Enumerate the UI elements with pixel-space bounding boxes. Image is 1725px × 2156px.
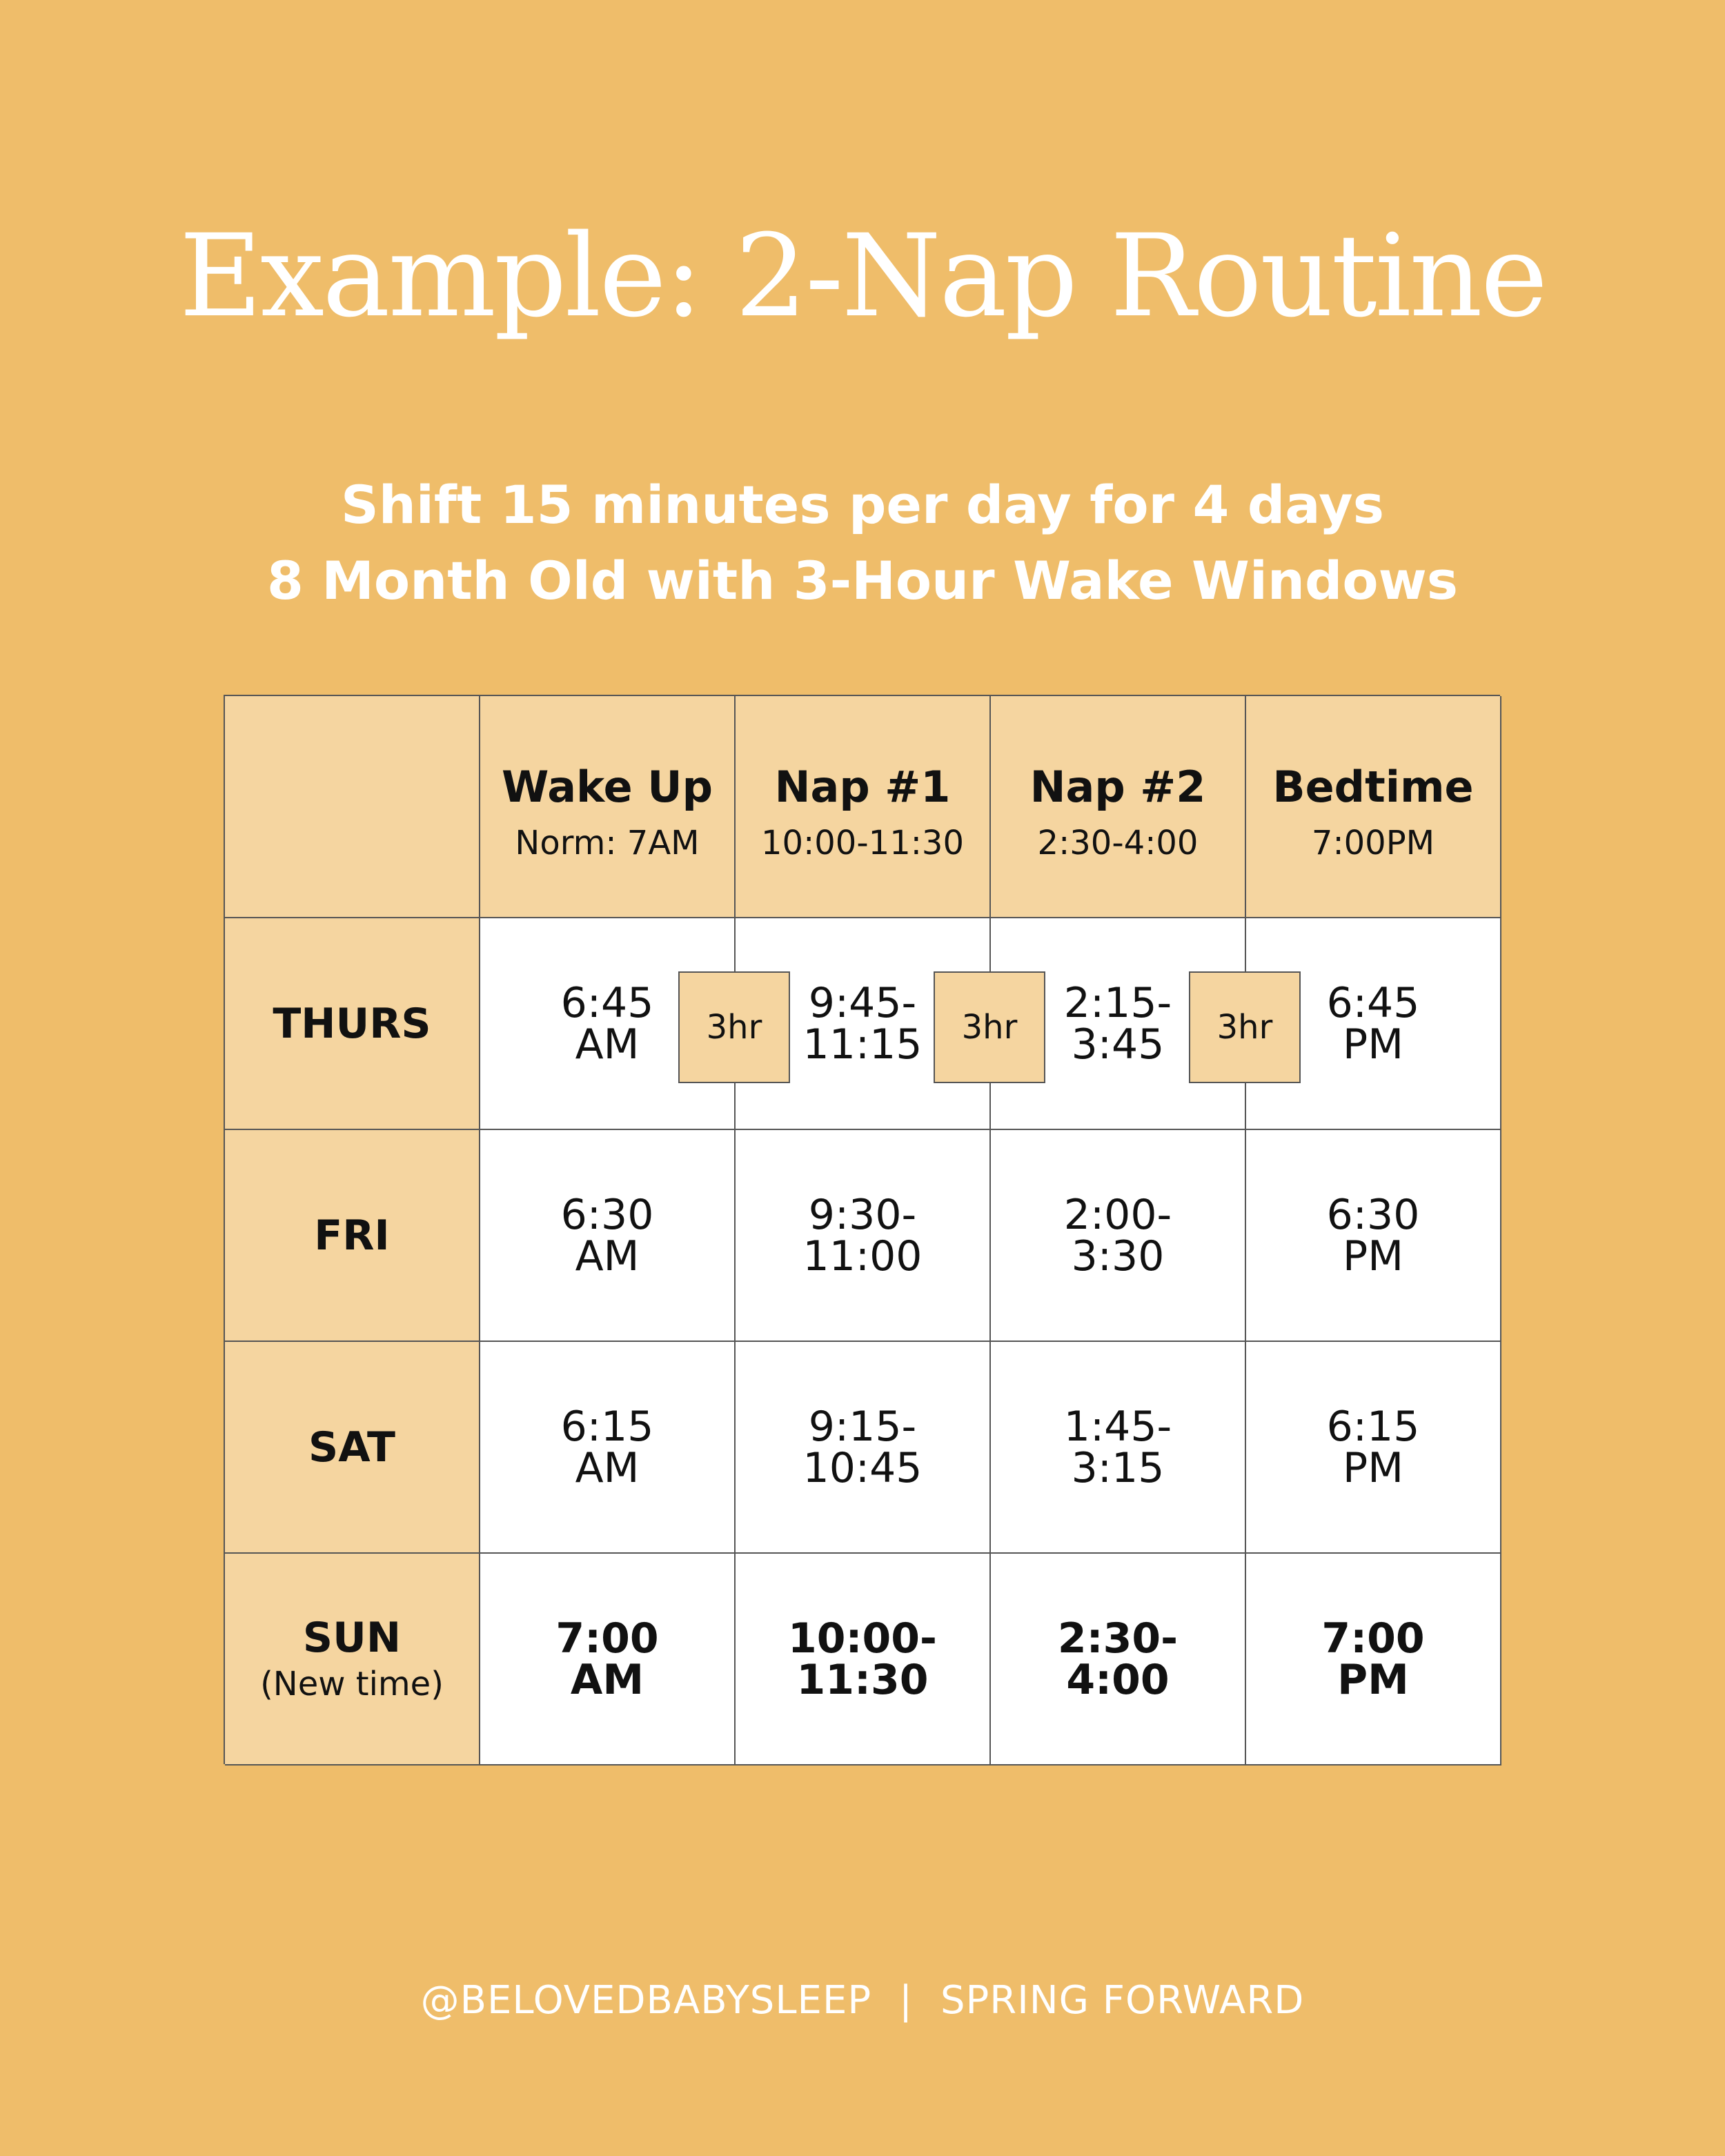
day-label: SAT [308,1423,395,1472]
time-line-1: 10:00- [788,1614,937,1663]
subtitle-line-2: 8 Month Old with 3-Hour Wake Windows [266,550,1459,611]
time-line-1: 9:15- [808,1402,917,1451]
row-label-sat [225,1342,480,1554]
table-cell [480,1130,736,1342]
time-line-1: 6:30 [560,1190,654,1239]
table-cell [736,1554,991,1766]
row-label-thurs [225,918,480,1130]
time-line-2: 3:45 [1071,1020,1165,1069]
time-line-2: 11:15 [802,1020,923,1069]
time-line-1: 1:45- [1063,1402,1172,1451]
time-line-2: AM [575,1020,640,1069]
table-cell [1246,1554,1501,1766]
header-wake-up [480,696,736,918]
table-cell [1246,1342,1501,1554]
table-cell [1246,1130,1501,1342]
time-line-2: AM [570,1655,644,1704]
day-label: THURS [273,999,431,1048]
table-cell [480,1342,736,1554]
time-line-1: 2:15- [1063,978,1172,1027]
column-title: Nap #1 [774,762,951,812]
corner-cell [225,696,480,918]
time-line-2: 3:30 [1071,1232,1165,1280]
table-cell [736,1130,991,1342]
footer-handle: @BELOVEDBABYSLEEP [420,1978,872,2023]
time-line-2: 4:00 [1066,1655,1170,1704]
row-label-fri [225,1130,480,1342]
time-line-1: 6:15 [560,1402,654,1451]
time-line-1: 9:45- [808,978,917,1027]
time-line-2: PM [1343,1232,1403,1280]
time-line-1: 7:00 [1321,1614,1425,1663]
page-title: Example: 2-Nap Routine [179,210,1546,342]
wake-window-badge: 3hr [678,971,790,1083]
time-line-2: 10:45 [802,1443,923,1492]
column-title: Nap #2 [1029,762,1206,812]
header-nap-1 [736,696,991,918]
schedule-table [224,695,1500,1764]
time-line-1: 2:30- [1057,1614,1179,1663]
table-cell [736,1342,991,1554]
time-line-2: PM [1337,1655,1409,1704]
time-line-2: PM [1343,1020,1403,1069]
wake-window-badge: 3hr [934,971,1045,1083]
table-cell [991,1130,1246,1342]
time-line-2: 3:15 [1071,1443,1165,1492]
time-line-1: 6:30 [1326,1190,1420,1239]
time-line-2: PM [1343,1443,1403,1492]
table-cell [991,1554,1246,1766]
day-sublabel: (New time) [260,1664,444,1703]
subtitle-line-1: Shift 15 minutes per day for 4 days [341,474,1384,535]
footer-topic: SPRING FORWARD [940,1978,1305,2023]
time-line-2: AM [575,1443,640,1492]
row-label-sun [225,1554,480,1766]
footer [0,1973,1725,2028]
day-label: FRI [314,1211,390,1260]
time-line-2: AM [575,1232,640,1280]
time-line-2: 11:00 [802,1232,923,1280]
wake-window-badge: 3hr [1189,971,1301,1083]
column-title: Bedtime [1272,762,1474,812]
header-nap-2 [991,696,1246,918]
column-subtitle: 2:30-4:00 [1037,824,1199,862]
time-line-1: 7:00 [555,1614,659,1663]
footer-separator: | [899,1978,913,2023]
column-subtitle: 10:00-11:30 [761,824,964,862]
time-line-2: 11:30 [796,1655,929,1704]
time-line-1: 9:30- [808,1190,917,1239]
column-title: Wake Up [502,762,713,812]
column-subtitle: 7:00PM [1311,824,1435,862]
table-cell [991,1342,1246,1554]
time-line-1: 2:00- [1063,1190,1172,1239]
table-cell [480,1554,736,1766]
time-line-1: 6:15 [1326,1402,1420,1451]
header-bedtime [1246,696,1501,918]
column-subtitle: Norm: 7AM [515,824,700,862]
time-line-1: 6:45 [560,978,654,1027]
day-label: SUN [302,1613,402,1662]
time-line-1: 6:45 [1326,978,1420,1027]
